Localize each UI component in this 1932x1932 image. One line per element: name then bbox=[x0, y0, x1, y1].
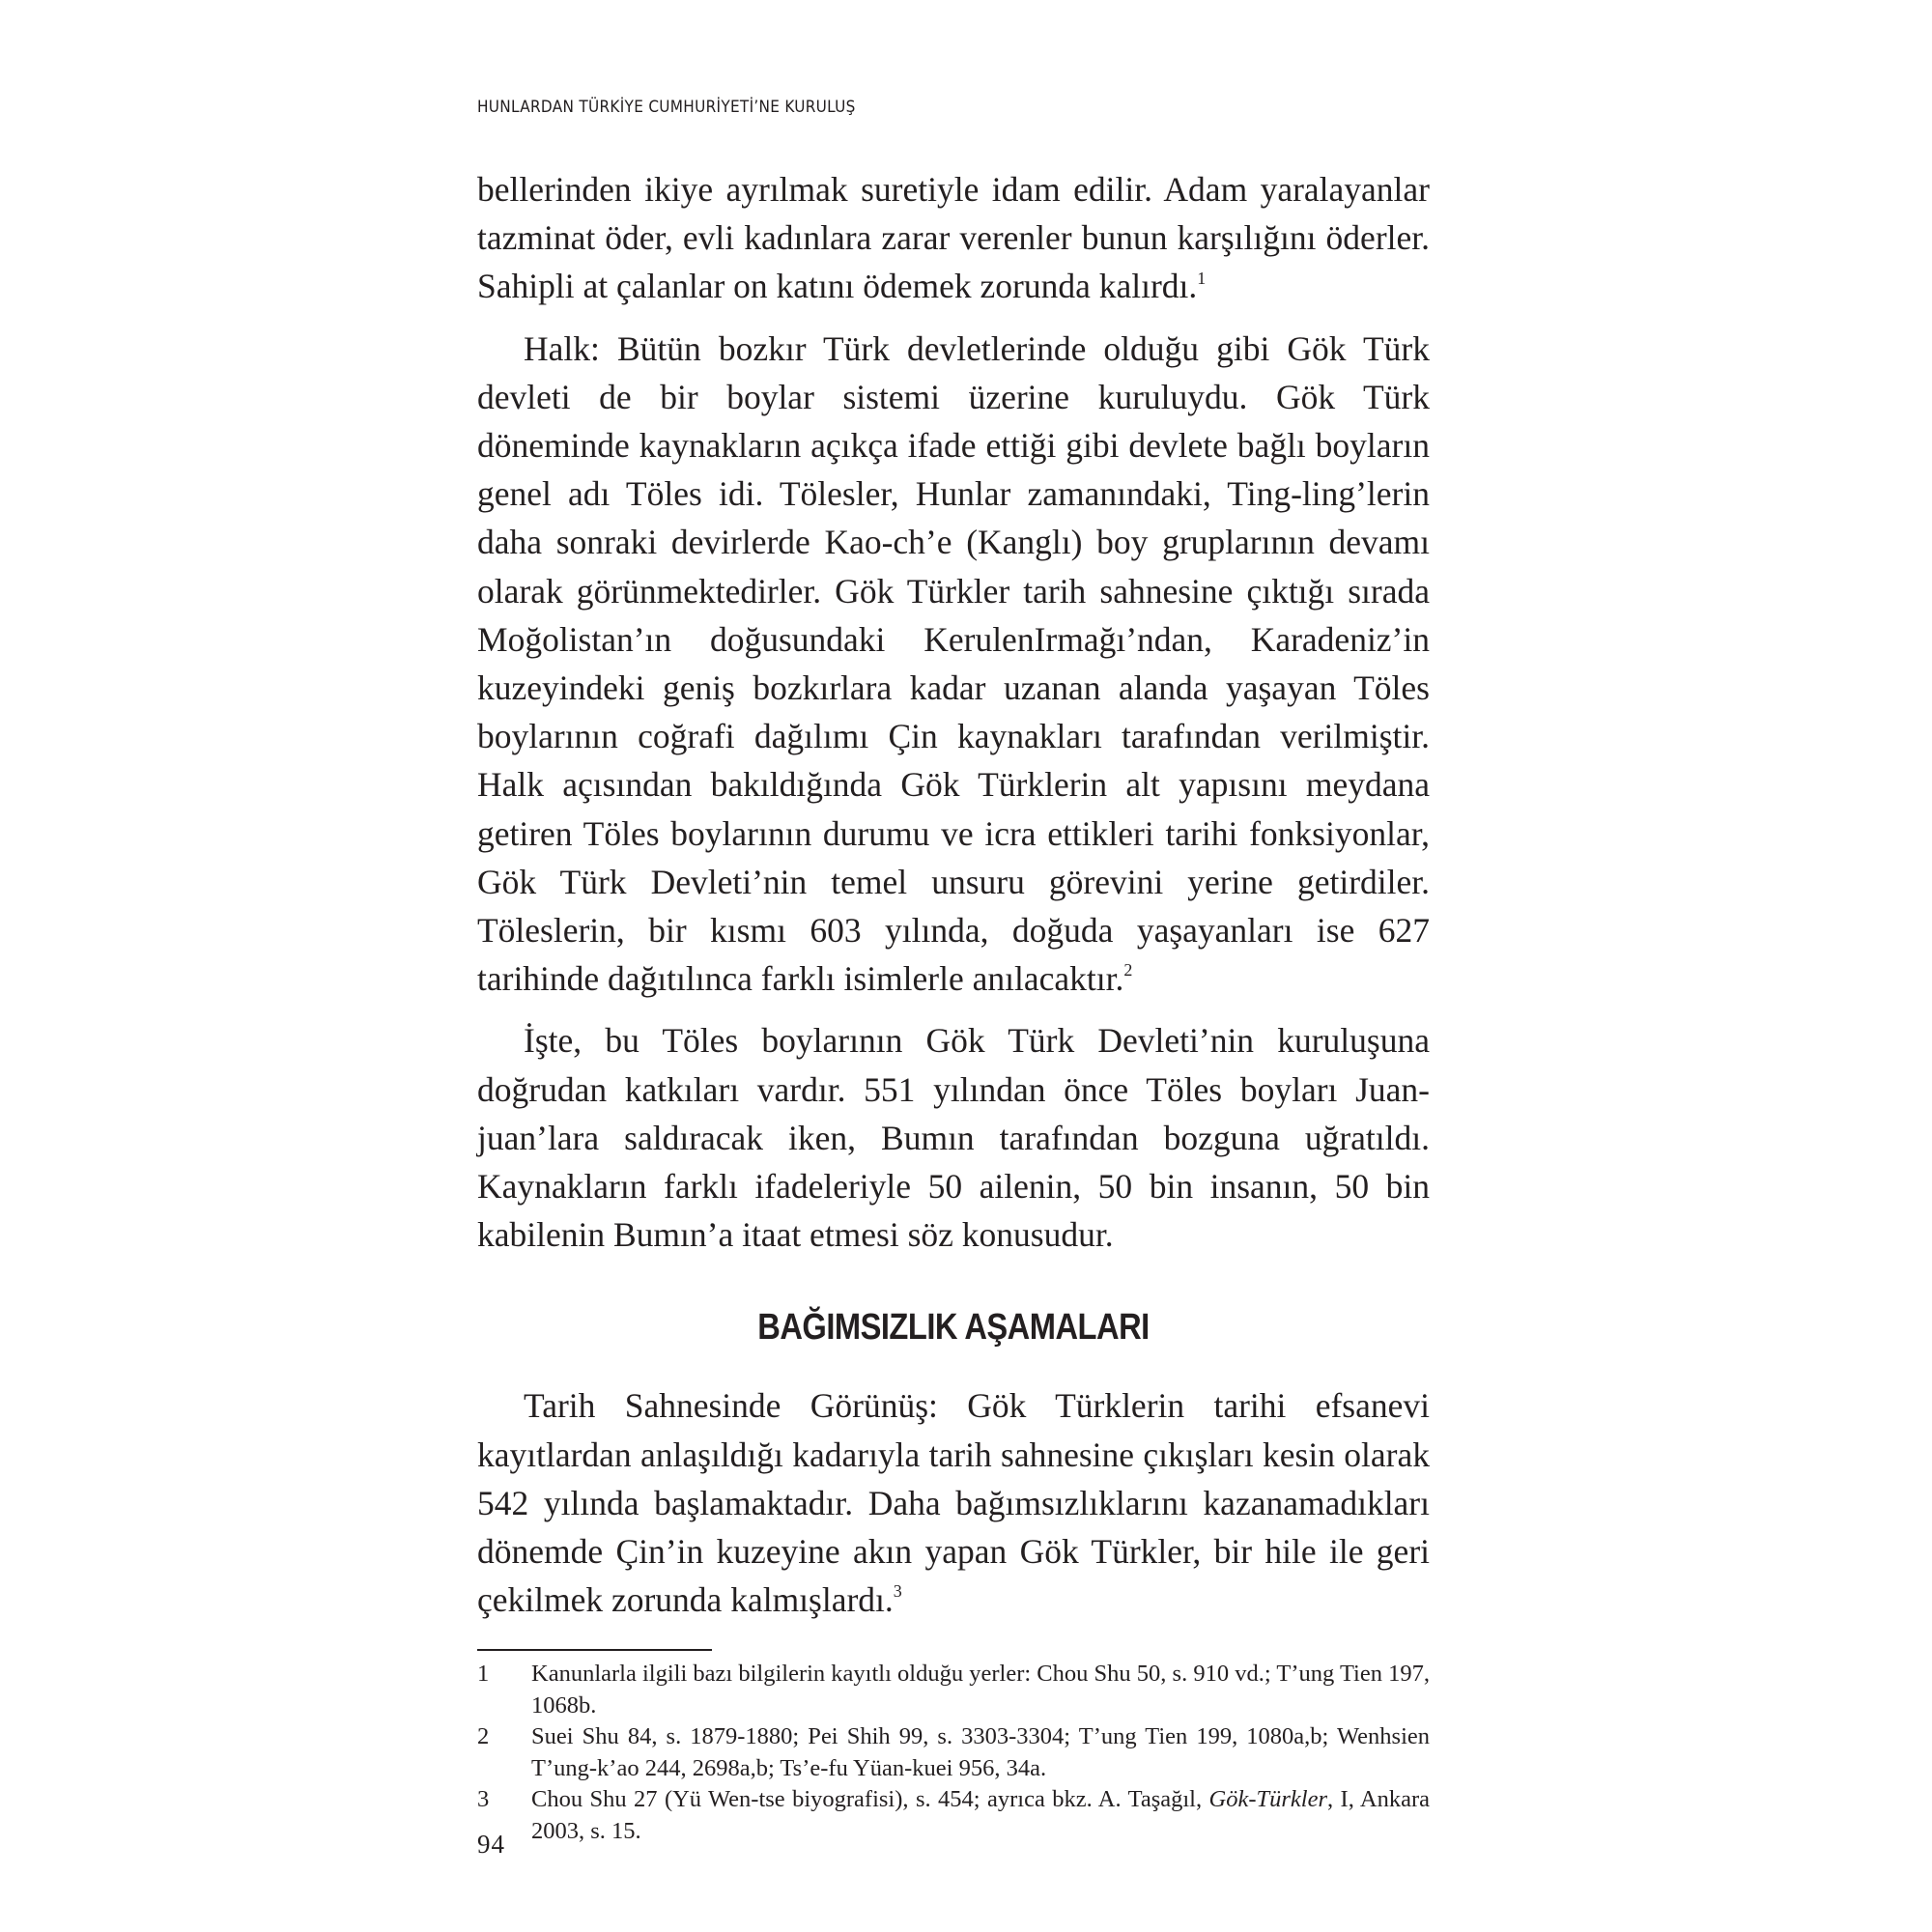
running-head: HUNLARDAN TÜRKİYE CUMHURİYETİ’NE KURULUŞ bbox=[477, 98, 856, 117]
footnote-number: 2 bbox=[477, 1723, 490, 1750]
footnote-text bbox=[531, 1784, 1430, 1847]
footnote-ref-3: 3 bbox=[893, 1581, 902, 1602]
footnote-text: Kanunlarla ilgili bazı bilgilerin kayıtlı olduğu yerler: Chou Shu 50, s. 910 vd.; T’ung Tien 197, 1068b. bbox=[531, 1661, 1430, 1719]
paragraph-4 bbox=[477, 1381, 1430, 1624]
footnote-book-title: Gök-Türkler bbox=[1208, 1786, 1327, 1813]
section-body bbox=[477, 1381, 1430, 1624]
footnote bbox=[477, 1784, 1430, 1847]
paragraph-4-text: Tarih Sahnesinde Görünüş: Gök Türklerin tarihi efsanevi kayıtlardan anlaşıldığı kadarıyla tarih sahnesine çıkışları kesin olarak 542 yılında başlamaktadır. Daha bağımsızlıklarını kazanamadıkları dönemde Çin’in kuzeyine akın yapan Gök Türkler, bir hile ile geri çekilmek zorunda kalmışlardı. bbox=[477, 1386, 1430, 1620]
paragraph-2 bbox=[477, 325, 1430, 1004]
footnote-ref-1: 1 bbox=[1197, 268, 1207, 288]
page-number: 94 bbox=[477, 1830, 505, 1859]
footnote-text: Suei Shu 84, s. 1879-1880; Pei Shih 99, s. 3303-3304; T’ung Tien 199, 1080a,b; Wenhsien T’ung-k’ao 244, 2698a,b; Ts’e-fu Yüan-kuei 956, 34a. bbox=[531, 1723, 1430, 1781]
footnote-text-part: , I, Ankara 2003, s. 15. bbox=[531, 1786, 1430, 1844]
footnote bbox=[477, 1659, 1430, 1721]
footnote-divider bbox=[477, 1649, 712, 1651]
paragraph-1 bbox=[477, 165, 1430, 311]
footnote-ref-2: 2 bbox=[1123, 960, 1133, 980]
book-page bbox=[477, 92, 1430, 1847]
footnote-number: 1 bbox=[477, 1661, 490, 1688]
footnote bbox=[477, 1721, 1430, 1784]
paragraph-1-text: bellerinden ikiye ayrılmak suretiyle idam edilir. Adam yaralayanlar tazminat öder, evli kadınlara zarar verenler bunun karşılığını öderler. Sahipli at çalanlar on katını ödemek zorunda kalırdı. bbox=[477, 170, 1430, 306]
footnote-text-part: Chou Shu 27 (Yü Wen-tse biyografisi), s. 454; ayrıca bkz. A. Taşağıl, bbox=[531, 1786, 1209, 1813]
section-heading: BAĞIMSIZLIK AŞAMALARI bbox=[757, 1307, 1150, 1349]
paragraph-2-text: Halk: Bütün bozkır Türk devletlerinde olduğu gibi Gök Türk devleti de bir boylar sistemi üzerine kuruluydu. Gök Türk döneminde kaynakların açıkça ifade ettiği gibi devlete bağlı boyların genel adı Töles idi. Tölesler, Hunlar zamanındaki, Ting-ling’lerin daha sonraki devirlerde Kao-ch’e (Kanglı) boy gruplarının devamı olarak görünmektedirler. Gök Türkler tarih sahnesine çıktığı sırada Moğolistan’ın doğusundaki KerulenIrmağı’ndan, Karadeniz’in kuzeyindeki geniş bozkırlara kadar uzanan alanda yaşayan Töles boylarının coğrafi dağılımı Çin kaynakları tarafından verilmiştir. Halk açısından bakıldığında Gök Türklerin alt yapısını meydana getiren Töles boylarının durumu ve icra ettikleri tarihi fonksiyonlar, Gök Türk Devleti’nin temel unsuru görevini yerine getirdiler. Töleslerin, bir kısmı 603 yılında, doğuda yaşayanları ise 627 tarihinde dağıtılınca farklı isimlerle anılacaktır. bbox=[477, 328, 1430, 999]
paragraph-3 bbox=[477, 1016, 1430, 1259]
body-text bbox=[477, 165, 1430, 1259]
footnote-number: 3 bbox=[477, 1786, 490, 1813]
footnotes bbox=[477, 1659, 1430, 1847]
paragraph-3-text: İşte, bu Töles boylarının Gök Türk Devleti’nin kuruluşuna doğrudan katkıları vardır. 551 yılından önce Töles boyları Juan-juan’lara saldıracak iken, Bumın tarafından bozguna uğratıldı. Kaynakların farklı ifadeleriyle 50 ailenin, 50 bin insanın, 50 bin kabilenin Bumın’a itaat etmesi söz konusudur. bbox=[477, 1021, 1430, 1255]
